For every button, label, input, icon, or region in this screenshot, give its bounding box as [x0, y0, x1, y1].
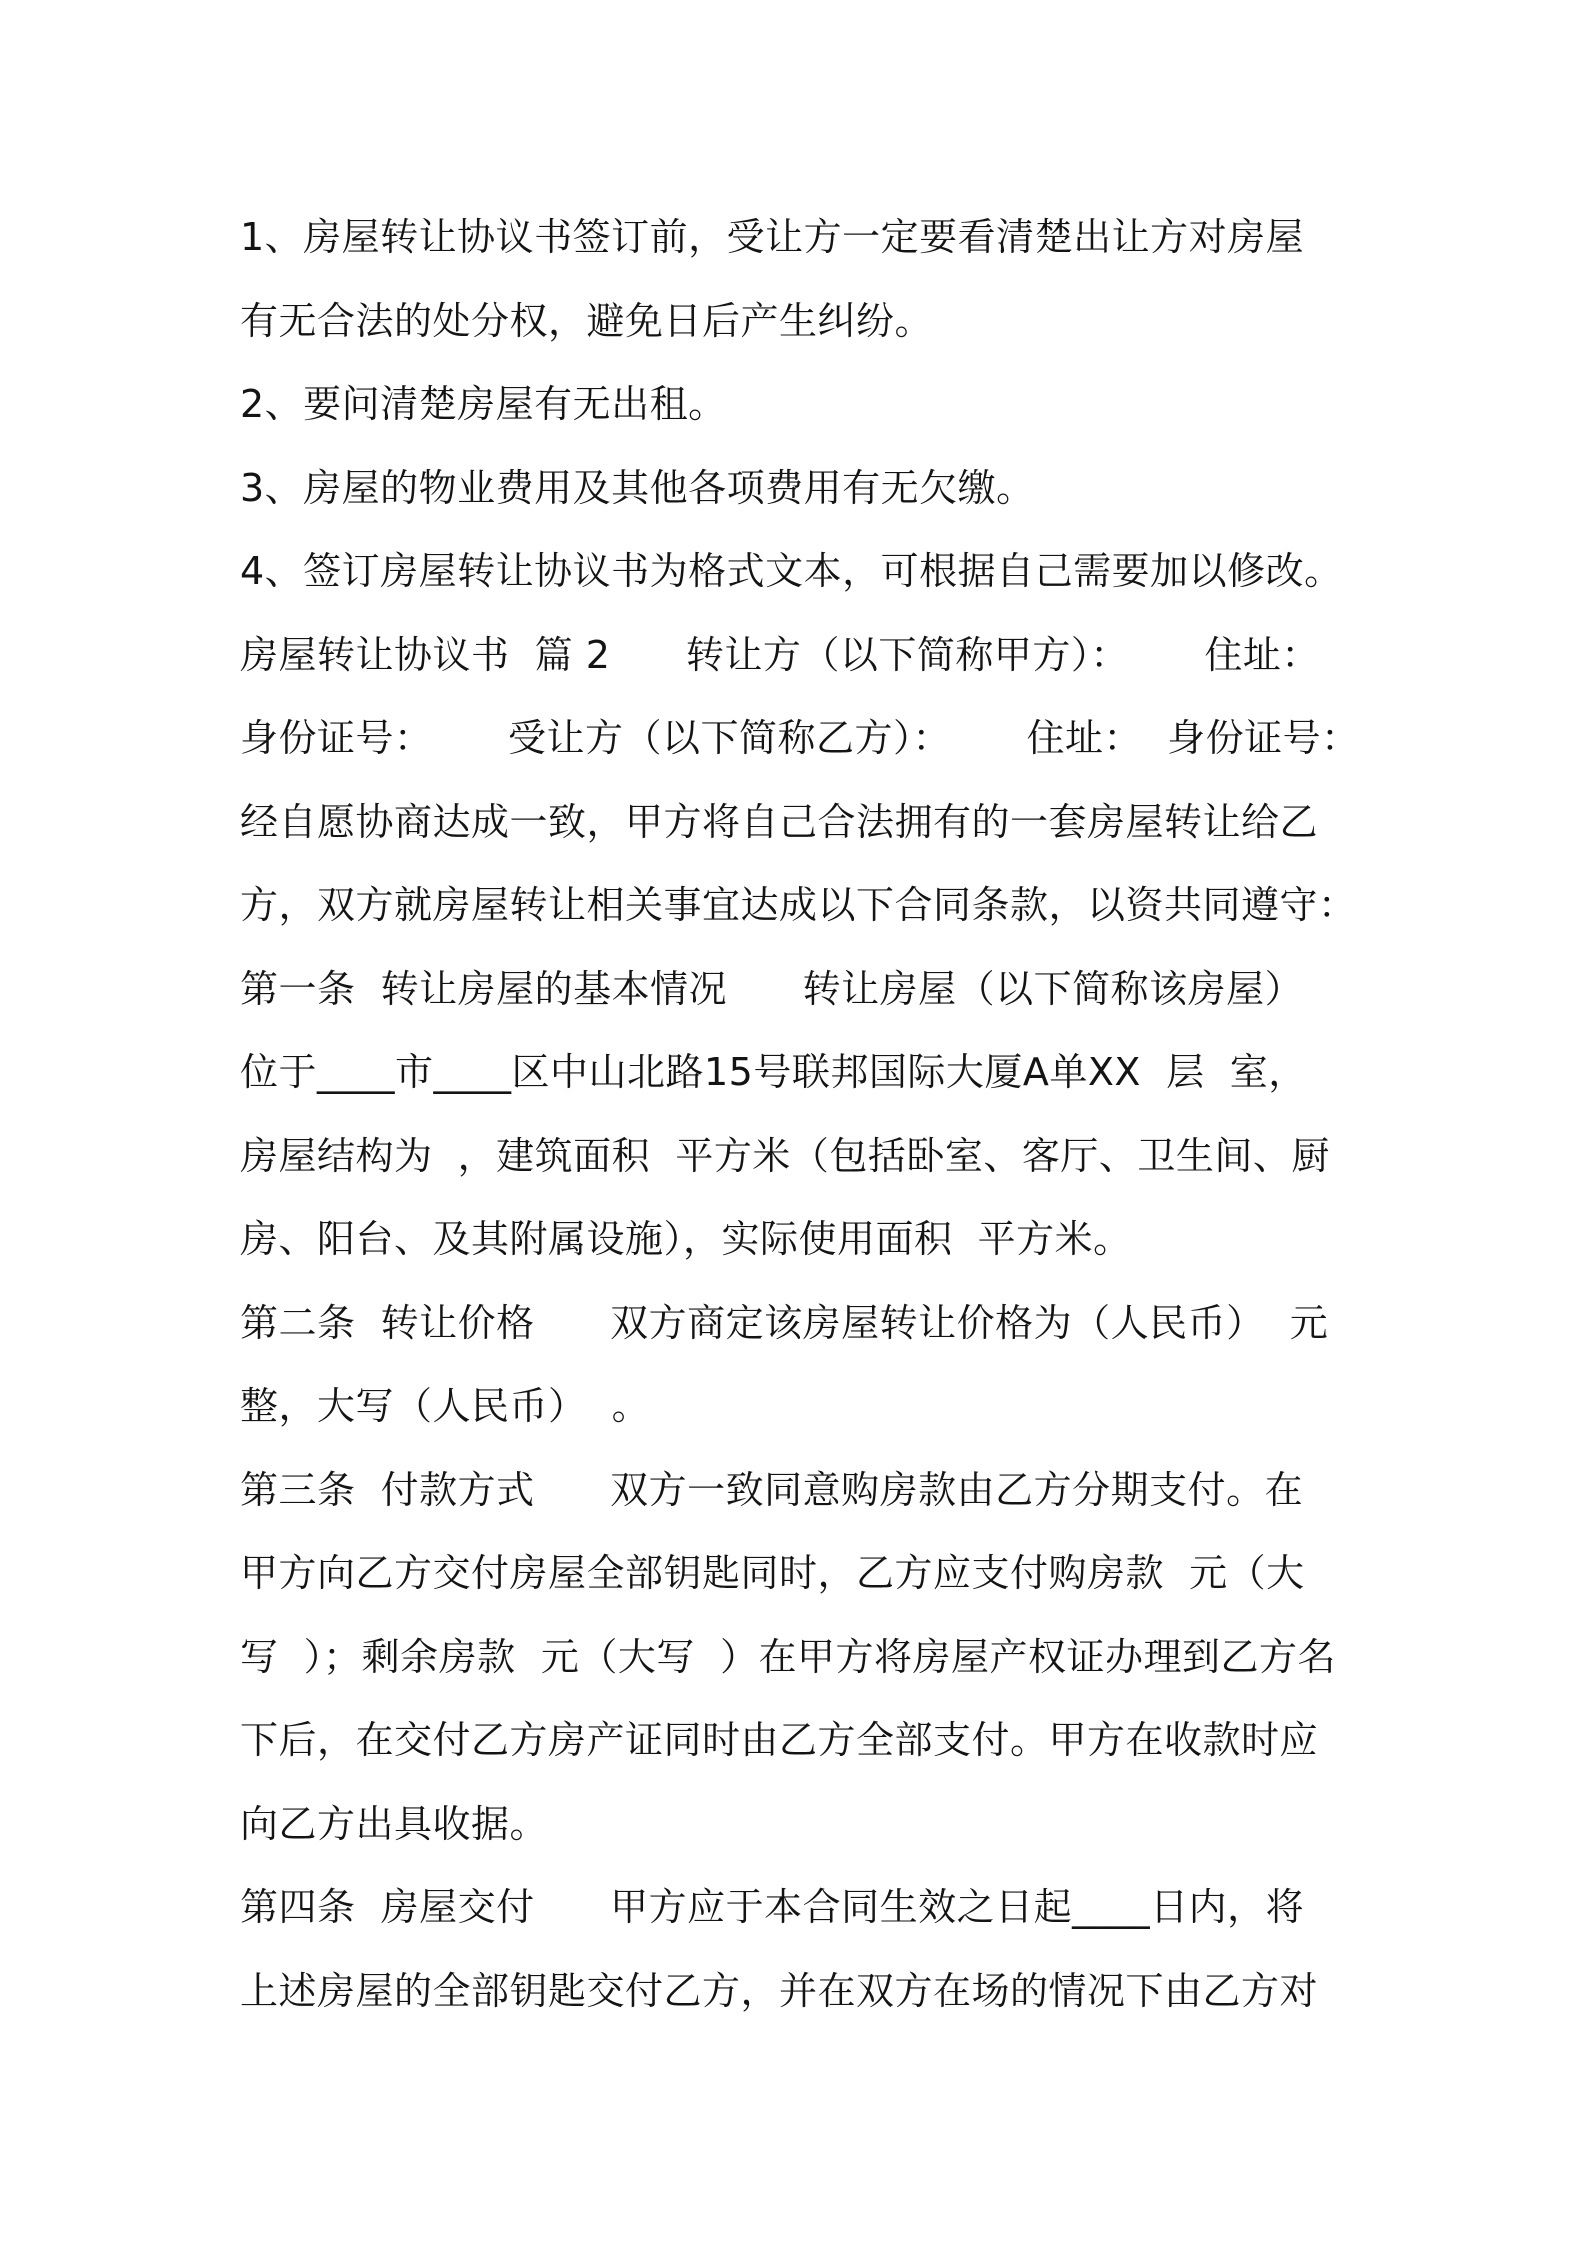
text-line: 写 ）；剩余房款 元（大写 ）在甲方将房屋产权证办理到乙方名 — [240, 1634, 1336, 1679]
article-2-line: 第二条 转让价格 双方商定该房屋转让价格为（人民币） 元 — [240, 1300, 1329, 1345]
text-line: 下后，在交付乙方房产证同时由乙方全部支付。甲方在收款时应 — [240, 1718, 1319, 1762]
text-line: 上述房屋的全部钥匙交付乙方，并在双方在场的情况下由乙方对 — [240, 1968, 1319, 2013]
article-3-line: 第三条 付款方式 双方一致同意购房款由乙方分期支付。在 — [240, 1467, 1304, 1512]
document-body — [240, 196, 1370, 2033]
text-line: 1、房屋转让协议书签订前，受让方一定要看清楚出让方对房屋 — [240, 215, 1305, 259]
text-line: 整，大写（人民币） 。 — [240, 1384, 651, 1428]
text-line: 经自愿协商达成一致，甲方将自己合法拥有的一套房屋转让给乙 — [240, 799, 1319, 844]
text-line: 房屋结构为 ，建筑面积 平方米（包括卧室、客厅、卫生间、厨 — [240, 1133, 1330, 1178]
text-line: 房、阳台、及其附属设施），实际使用面积 平方米。 — [240, 1217, 1132, 1261]
text-line: 4、签订房屋转让协议书为格式文本，可根据自己需要加以修改。 — [240, 549, 1343, 593]
article-1-line: 第一条 转让房屋的基本情况 转让房屋（以下简称该房屋） — [240, 966, 1304, 1011]
text-line: 3、房屋的物业费用及其他各项费用有无欠缴。 — [240, 465, 1035, 510]
text-line: 向乙方出具收据。 — [240, 1801, 549, 1846]
article-4-line: 第四条 房屋交付 甲方应于本合同生效之日起____日内，将 — [240, 1885, 1305, 1929]
text-line: 方，双方就房屋转让相关事宜达成以下合同条款，以资共同遵守： — [240, 883, 1357, 927]
text-line: 位于____市____区中山北路15号联邦国际大厦A单XX 层 室， — [240, 1050, 1307, 1094]
text-line: 甲方向乙方交付房屋全部钥匙同时，乙方应支付购房款 元（大 — [240, 1551, 1305, 1595]
text-line: 2、要问清楚房屋有无出租。 — [240, 382, 727, 426]
section-heading-line: 房屋转让协议书 篇 2 转让方（以下简称甲方）： 住址： — [240, 632, 1320, 677]
text-line: 有无合法的处分权，避免日后产生纠纷。 — [240, 298, 934, 343]
text-line: 身份证号： 受让方（以下简称乙方）： 住址： 身份证号： — [240, 716, 1360, 760]
